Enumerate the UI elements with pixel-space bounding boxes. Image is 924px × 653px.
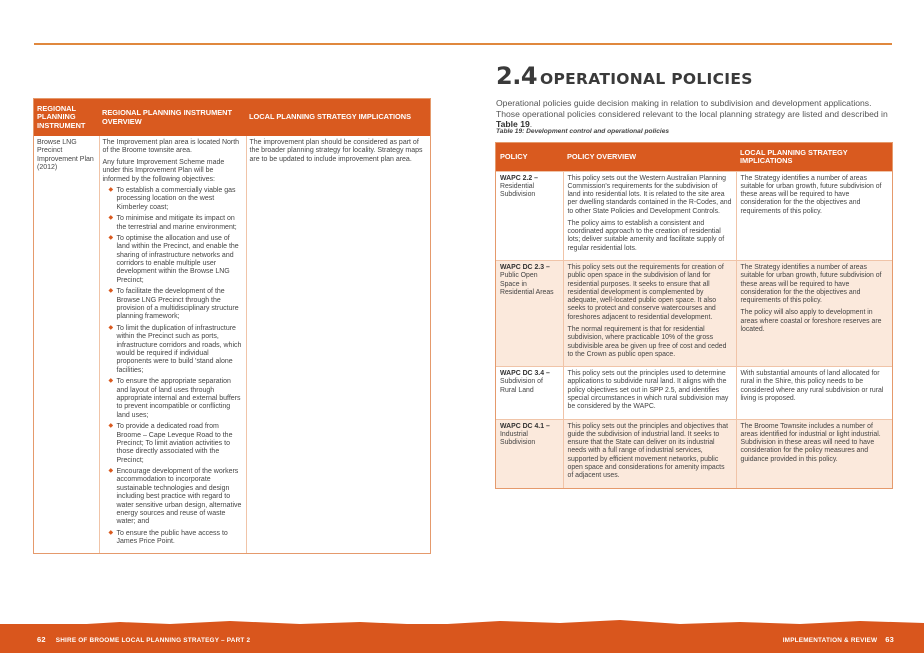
policy-cell [496, 261, 563, 367]
list-item [109, 187, 243, 212]
list-item [109, 468, 243, 527]
table-reference-link[interactable]: Table 19 [496, 119, 530, 130]
list-item [109, 288, 243, 322]
overview-para: This policy sets out the principles used to determine applications to subdivide rural land. It aligns with the policy objectives set out in SPP 2.5, and identifies special circumstances in which rural subdivision may be considered by the WAPC. [567, 370, 729, 411]
overview-para: This policy sets out the principles and objectives that guide the subdivision of industrial land. It seeks to ensure that the State can deliver on its industrial needs with a full range of industrial services, supported by efficient movement networks, public open space and considerations for amenity impacts of adjacent uses. [567, 422, 728, 480]
page-number-left: 62 [37, 635, 46, 644]
overview-para: This policy sets out the Western Australian Planning Commission's requirements for the subdivision of land into residential lots. It is related to the site area per dwelling standards contained in the R-Codes, and to other State Policies and Development Controls. [567, 174, 732, 215]
bullet-icon: ◆ [108, 186, 114, 193]
list-item-text: To limit the duplication of infrastructure within the Precinct such as ports, infrastructure corridors and roads, which would be required if individual proponents were to build 'stand alone facilities; [116, 324, 242, 374]
policy-code: WAPC DC 2.3 – [500, 264, 550, 272]
bullet-icon: ◆ [108, 468, 114, 475]
policy-name: Public Open Space in Residential Areas [500, 272, 554, 296]
list-item-text: To provide a dedicated road from Broome – Cape Leveque Road to the Precinct; To limit aviation activities to those directly associated with the Precinct; [116, 423, 233, 464]
bullet-icon: ◆ [108, 215, 114, 222]
implication-para: The policy will also apply to development in areas where coastal or foreshore reserves are located. [740, 309, 882, 333]
policy-code: WAPC 2.2 – [500, 174, 538, 182]
policy-code: WAPC DC 3.4 – [500, 370, 550, 378]
list-item-text: Encourage development of the workers accommodation to incorporate sustainable technologies and design including best practice with regard to water sensitive urban design, alternative energy sources and reuse of waste water; and [116, 468, 242, 526]
policy-name: Subdivision of Rural Land [500, 378, 543, 394]
list-item [109, 325, 243, 375]
list-item-text: To facilitate the development of the Browse LNG Precinct through the provision of a multidisciplinary structure planning framework; [116, 288, 239, 321]
policy-implications [736, 171, 892, 261]
implication-para: The Strategy identifies a number of areas suitable for urban growth, future subdivision of these areas will be required to have consideration for the the objectives and requirements of this policy. [740, 174, 882, 215]
table-row [496, 261, 892, 367]
top-rule [34, 43, 892, 45]
section-intro [496, 98, 896, 130]
table-row [496, 367, 892, 419]
footer-section-title: IMPLEMENTATION & REVIEW [782, 637, 878, 644]
bullet-icon: ◆ [108, 423, 114, 430]
regional-planning-table [33, 98, 431, 554]
list-item [109, 378, 243, 420]
bullet-icon: ◆ [108, 324, 114, 331]
list-item [109, 235, 243, 285]
table-header-row [496, 143, 892, 171]
page-number-right: 63 [885, 635, 894, 644]
objectives-list [103, 187, 243, 547]
instrument-implications: The improvement plan should be considered as part of the broader planning strategy for locality. Strategy maps are to be updated to include improvement plan area. [249, 139, 423, 163]
section-title: OPERATIONAL POLICIES [540, 70, 753, 88]
list-item-text: To optimise the allocation and use of land within the Precinct, and enable the sharing of infrastructure networks and corridors to enable multiple user development within the Browse LNG Precinct; [116, 234, 239, 284]
implication-para: The Strategy identifies a number of areas suitable for urban growth, future subdivision of these areas will be required to have consideration for the the objectives and requirements of this policy. [740, 264, 882, 305]
list-item [109, 530, 243, 547]
implication-para: The Broome Townsite includes a number of areas identified for industrial or light industrial. Subdivision in these areas will need to have consideration for the policy measures and guidance provided in this policy. [740, 422, 881, 463]
policy-cell [496, 419, 563, 487]
header-implications: LOCAL PLANNING STRATEGY IMPLICATIONS [246, 99, 430, 136]
overview-para: The Improvement plan area is located North of the Broome townsite area. [102, 139, 240, 155]
list-item [109, 423, 243, 465]
table-row [34, 136, 430, 553]
overview-para: The normal requirement is that for residential subdivision, where practicable 10% of the gross subdivisible area be given up free of cost and ceded to the Crown as public open space. [567, 326, 727, 358]
list-item-text: To ensure the public have access to James Price Point. [116, 529, 228, 546]
list-item [109, 215, 243, 232]
footer-document-title: SHIRE OF BROOME LOCAL PLANNING STRATEGY – PART 2 [55, 637, 251, 644]
bullet-icon: ◆ [108, 234, 114, 241]
header-policy: POLICY [496, 143, 563, 171]
header-strategy-implications: LOCAL PLANNING STRATEGY IMPLICATIONS [736, 143, 892, 171]
operational-policies-table [495, 142, 893, 489]
table-header-row [34, 99, 430, 136]
list-item-text: To ensure the appropriate separation and layout of land uses through appropriate internal and external buffers to prevent incompatible or conflicting land uses; [116, 378, 241, 419]
policy-overview [563, 367, 736, 419]
policy-overview [563, 419, 736, 487]
bullet-icon: ◆ [108, 288, 114, 295]
header-overview: REGIONAL PLANNING INSTRUMENT OVERVIEW [99, 99, 246, 136]
footer-left [37, 635, 250, 644]
overview-para: Any future Improvement Scheme made under this Improvement Plan will be informed by the following objectives: [102, 158, 225, 183]
policy-implications [736, 261, 892, 367]
policy-cell [496, 367, 563, 419]
table-row [496, 419, 892, 487]
policy-overview [563, 171, 736, 261]
footer-right [783, 635, 894, 644]
section-number: 2.4 [496, 62, 538, 90]
policy-name: Residential Subdivision [500, 182, 536, 199]
table-caption: Table 19: Development control and operational policies [496, 128, 670, 135]
policy-code: WAPC DC 4.1 – [500, 422, 550, 430]
policy-implications [736, 367, 892, 419]
list-item-text: To establish a commercially viable gas processing location on the west Kimberley coast; [116, 186, 236, 211]
policy-implications [736, 419, 892, 487]
instrument-overview [99, 136, 246, 553]
overview-para: This policy sets out the requirements for creation of public open space in the subdivision of land for residential purposes. It seeks to ensure that all residential development is complemented by adequate, well-located public open space. It also seeks to protect and conserve watercourses and foreshores adjacent to residential development. [567, 264, 724, 321]
table-row [496, 171, 892, 261]
section-heading [496, 62, 753, 90]
header-instrument: REGIONAL PLANNING INSTRUMENT [34, 99, 99, 136]
instrument-name: Browse LNG Precinct Improvement Plan (2012) [34, 136, 99, 553]
implication-para: With substantial amounts of land allocated for rural in the Shire, this policy needs to be considered where any rural subdivision or rural living is proposed. [740, 370, 884, 402]
header-policy-overview: POLICY OVERVIEW [563, 143, 736, 171]
list-item-text: To minimise and mitigate its impact on the terrestrial and marine environment; [116, 215, 237, 231]
policy-overview [563, 261, 736, 367]
bullet-icon: ◆ [108, 378, 114, 385]
policy-cell [496, 171, 563, 261]
intro-text: Operational policies guide decision making in relation to subdivision and development applications. Those operational policies considered relevant to the local planning strategy are listed and described in [496, 98, 888, 119]
intro-end: . [529, 119, 533, 130]
bullet-icon: ◆ [108, 529, 114, 536]
overview-para: The policy aims to establish a consistent and coordinated approach to the creation of residential lots; deliver suitable amenity and facilitate supply of regular residential lots. [567, 219, 725, 252]
policy-name: Industrial Subdivision [500, 430, 536, 447]
